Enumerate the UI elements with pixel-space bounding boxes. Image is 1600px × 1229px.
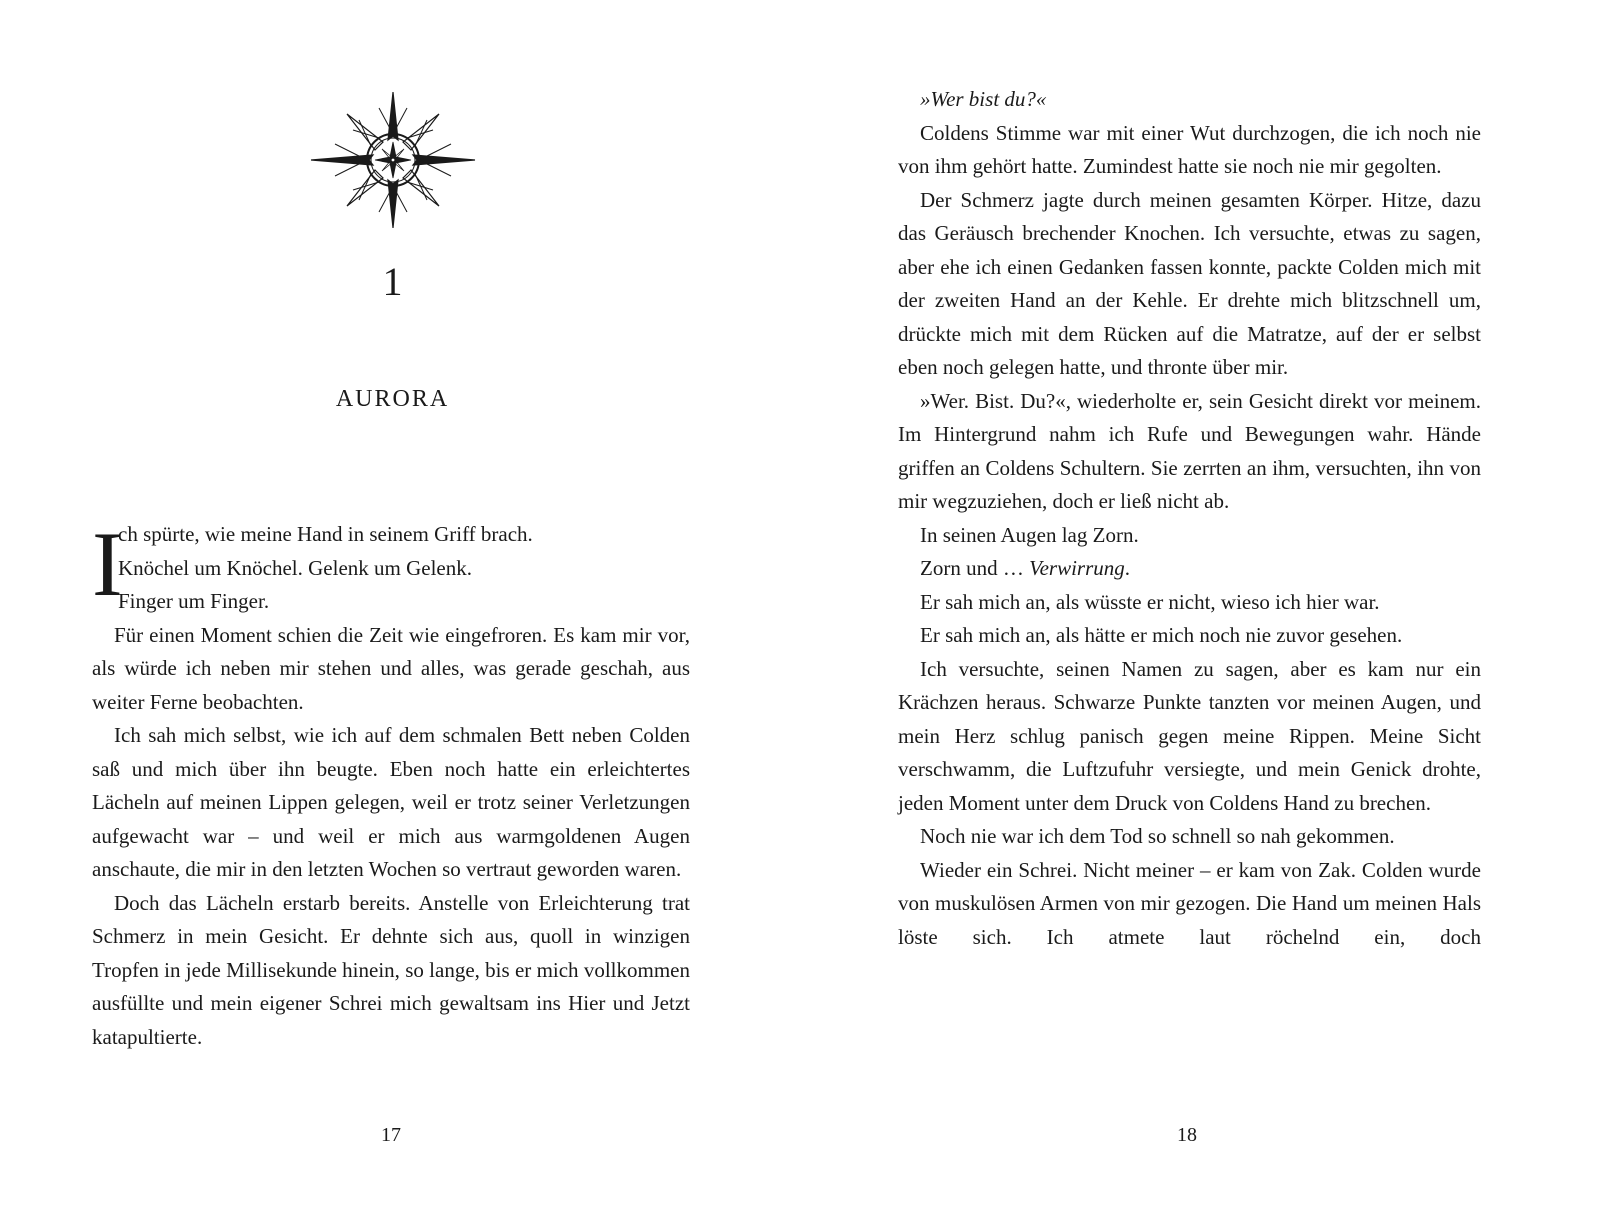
compass-rose-icon [308, 90, 478, 230]
chapter-title: AURORA [335, 386, 450, 412]
drop-line-1: ch spürte, wie meine Hand in seinem Griff brach. [118, 522, 533, 546]
italic-dialogue: »Wer bist du?« [920, 87, 1047, 111]
right-body-text [898, 83, 1481, 954]
paragraph: Doch das Lächeln erstarb bereits. Anstelle von Erleichterung trat Schmerz in mein Gesicht. Er dehnte sich aus, quoll in winzigen Tropfen in jede Millisekunde hinein, so lange, bis er mich vollkommen ausfüllte und mein eigener Schrei mich gewaltsam ins Hier und Jetzt katapultierte. [92, 890, 690, 1049]
paragraph: Der Schmerz jagte durch meinen gesamten Körper. Hitze, dazu das Geräusch brechender Knochen. Ich versuchte, etwas zu sagen, aber ehe ich einen Gedanken fassen konnte, packte Colden mich mit der zweiten Hand an der Kehle. Er drehte mich blitzschnell um, drückte mich mit dem Rücken auf die Matratze, auf der er selbst eben noch gelegen hatte, und thronte über mir. [898, 187, 1481, 379]
right-page [800, 0, 1600, 1229]
drop-line-2: Knöchel um Knöchel. Gelenk um Gelenk. [118, 555, 472, 580]
drop-cap-paragraph [92, 513, 690, 619]
paragraph: Wieder ein Schrei. Nicht meiner – er kam von Zak. Colden wurde von muskulösen Armen von mir gezogen. Die Hand um meinen Hals löste sich. Ich atmete laut röchelnd ein, doch [898, 857, 1481, 949]
paragraph: »Wer. Bist. Du?«, wiederholte er, sein Gesicht direkt vor meinem. Im Hintergrund nahm ich Rufe und Bewegungen wahr. Hände griffen an Coldens Schultern. Sie zerrten an ihm, versuchten, ihn von mir wegzuziehen, doch er ließ nicht ab. [898, 388, 1481, 513]
paragraph: In seinen Augen lag Zorn. [920, 522, 1139, 547]
paragraph: Coldens Stimme war mit einer Wut durchzogen, die ich noch nie von ihm gehört hatte. Zumindest hatte sie noch nie mir gegolten. [898, 120, 1481, 178]
paragraph: Noch nie war ich dem Tod so schnell so nah gekommen. [920, 824, 1395, 848]
paragraph [898, 83, 1481, 117]
page-number: 18 [1177, 1124, 1197, 1146]
paragraph [898, 552, 1481, 586]
text-run: Zorn und … [920, 556, 1030, 580]
paragraph: Ich versuchte, seinen Namen zu sagen, aber es kam nur ein Krächzen heraus. Schwarze Punkte tanzten vor meinen Augen, und mein Herz schlug panisch gegen meine Rippen. Meine Sicht verschwamm, die Luftzufuhr versiegte, und mein Genick drohte, jeden Moment unter dem Druck von Coldens Hand zu brechen. [898, 656, 1481, 815]
chapter-number: 1 [382, 259, 403, 304]
text-run: . [1124, 556, 1131, 580]
left-body-text [92, 513, 690, 1054]
paragraph: Ich sah mich selbst, wie ich auf dem schmalen Bett neben Colden saß und mich über ihn beugte. Eben noch hatte ein erleichtertes Lächeln auf meinen Lippen gelegen, weil er trotz seiner Verletzungen aufgewacht war – und weil er mich aus warmgoldenen Augen anschaute, die mir in den letzten Wochen so vertraut geworden waren. [92, 723, 690, 881]
paragraph: Für einen Moment schien die Zeit wie eingefroren. Es kam mir vor, als würde ich neben mir stehen und alles, was gerade geschah, aus weiter Ferne beobachten. [92, 622, 690, 714]
drop-line-3: Finger um Finger. [118, 589, 270, 613]
italic-word: Verwirrung [1029, 556, 1125, 580]
paragraph: Er sah mich an, als wüsste er nicht, wieso ich hier war. [920, 589, 1380, 614]
drop-cap: I [92, 513, 123, 615]
page-number: 17 [381, 1124, 401, 1146]
paragraph: Er sah mich an, als hätte er mich noch nie zuvor gesehen. [920, 623, 1403, 647]
